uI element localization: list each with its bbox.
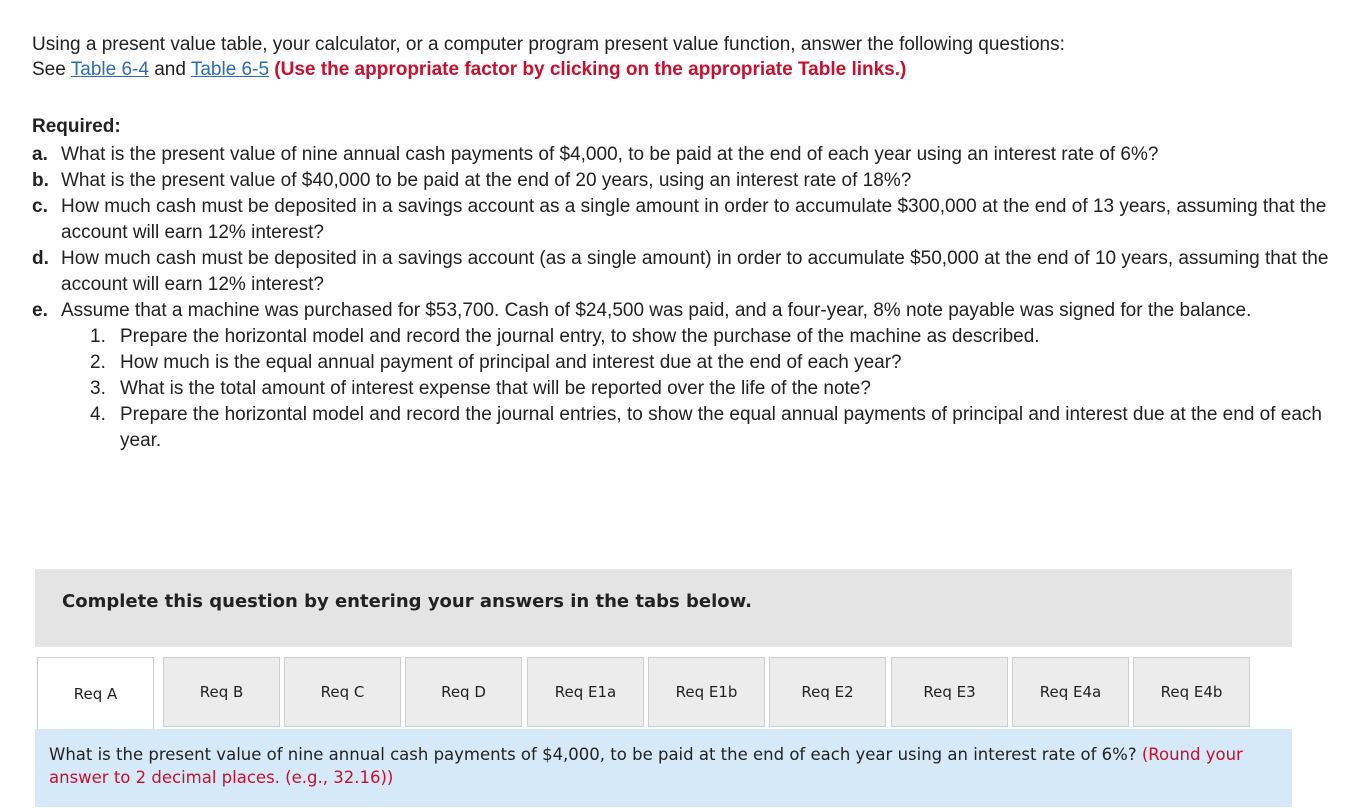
intro-text [32,32,1322,82]
subitem-3 [32,376,1332,402]
subitem-4 [32,402,1332,454]
subitem-number: 2. [90,352,106,373]
question-a [32,142,1332,168]
question-c [32,194,1332,246]
instruction-panel [35,569,1292,647]
question-text: What is the present value of $40,000 to be paid at the end of 20 years, using an interest rate of 18%? [61,170,912,191]
tab-req-e4a[interactable]: Req E4a [1012,657,1129,727]
table-instruction: (Use the appropriate factor by clicking on the appropriate Table links.) [274,59,907,80]
question-letter: e. [32,300,48,321]
tab-req-e4b[interactable]: Req E4b [1133,657,1250,727]
tab-req-e2[interactable]: Req E2 [769,657,886,727]
table-6-4-link[interactable]: Table 6-4 [70,59,149,80]
tab-req-a[interactable]: Req A [37,657,154,729]
panel-instruction: Complete this question by entering your answers in the tabs below. [62,591,752,612]
required-title: Required: [32,116,121,137]
subitem-text: What is the total amount of interest expense that will be reported over the life of the note? [120,378,871,399]
tab-req-d[interactable]: Req D [405,657,522,727]
subitem-number: 1. [90,326,106,347]
question-letter: c. [32,196,48,217]
subitem-text: How much is the equal annual payment of principal and interest due at the end of each year? [120,352,902,373]
question-text: What is the present value of nine annual cash payments of $4,000, to be paid at the end of each year using an interest rate of 6%? [61,144,1159,165]
question-e [32,298,1332,324]
question-letter: a. [32,144,48,165]
subitem-number: 4. [90,404,106,425]
question-text: How much cash must be deposited in a savings account as a single amount in order to accumulate $300,000 at the end of 13 years, assuming that the account will earn 12% interest? [61,196,1327,243]
tab-req-e1a[interactable]: Req E1a [527,657,644,727]
answer-prompt [35,729,1292,807]
tab-bar [37,657,1292,729]
question-text: How much cash must be deposited in a savings account (as a single amount) in order to accumulate $50,000 at the end of 10 years, assuming that the account will earn 12% interest? [61,248,1329,295]
question-letter: d. [32,248,49,269]
subitem-text: Prepare the horizontal model and record the journal entries, to show the equal annual payments of principal and interest due at the end of each year. [120,404,1322,451]
question-b [32,168,1332,194]
tab-req-b[interactable]: Req B [163,657,280,727]
table-links-line [32,57,1322,82]
rounding-hint: (Round your answer to 2 decimal places. (e.g., 32.16)) [49,745,1243,787]
see-label: See [32,59,71,80]
answer-question: What is the present value of nine annual cash payments of $4,000, to be paid at the end of each year using an interest rate of 6%? [49,745,1137,764]
question-d [32,246,1332,298]
and-label: and [148,59,191,80]
question-text: Assume that a machine was purchased for $53,700. Cash of $24,500 was paid, and a four-year, 8% note payable was signed for the balance. [61,300,1252,321]
subitem-number: 3. [90,378,106,399]
question-letter: b. [32,170,49,191]
subitem-2 [32,350,1332,376]
required-section [32,114,1332,454]
tab-req-e1b[interactable]: Req E1b [648,657,765,727]
intro-line: Using a present value table, your calculator, or a computer program present value function, answer the following questions: [32,34,1065,55]
table-6-5-link[interactable]: Table 6-5 [190,59,270,80]
tab-req-c[interactable]: Req C [284,657,401,727]
tab-req-e3[interactable]: Req E3 [891,657,1008,727]
subitem-1 [32,324,1332,350]
subitem-text: Prepare the horizontal model and record the journal entry, to show the purchase of the machine as described. [120,326,1040,347]
